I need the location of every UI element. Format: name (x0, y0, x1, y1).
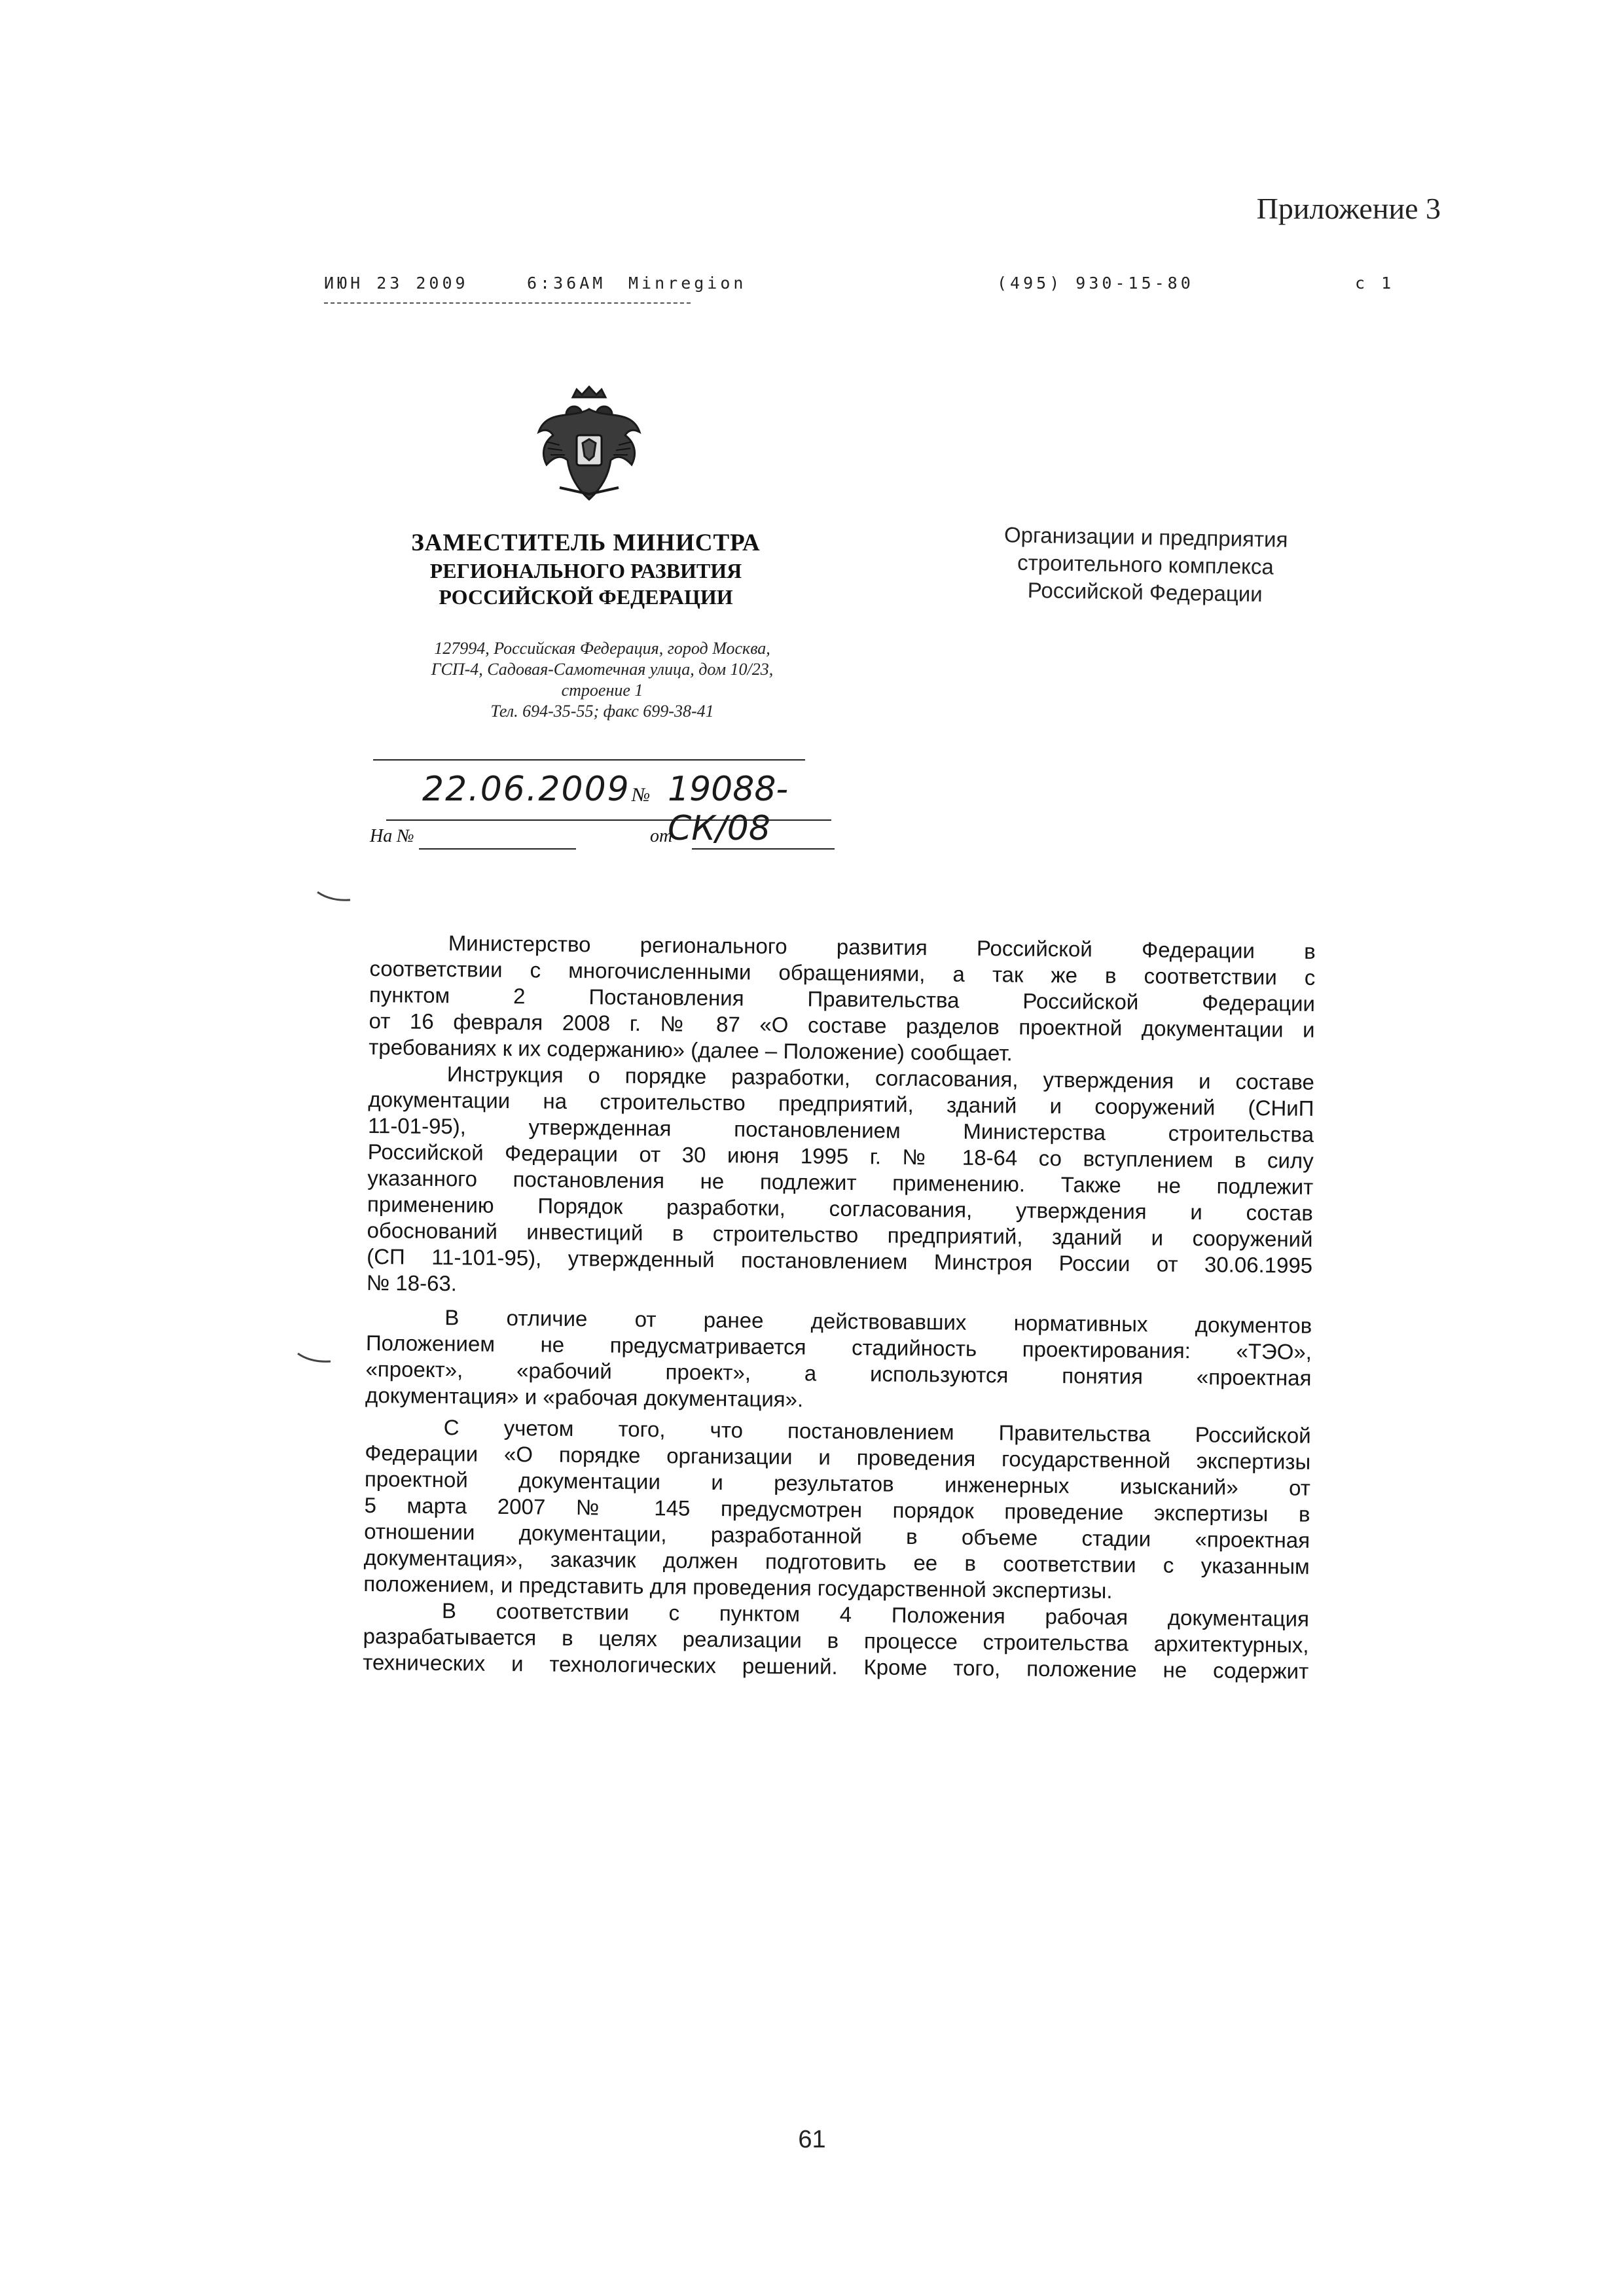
address-block (367, 638, 838, 722)
reference-date-blank (692, 848, 835, 850)
sender-title: ЗАМЕСТИТЕЛЬ МИНИСТРА (411, 529, 761, 556)
body-line: отношении документации, разработанной в объеме стадии «проектная (363, 1518, 1310, 1552)
body-line: разрабатывается в целях реализации в процессе строительства архитектурных, (363, 1623, 1309, 1657)
body-line: технических и технологических решений. Кроме того, положение не содержит (363, 1649, 1309, 1683)
body-line: Инструкция о порядке разработки, согласования, утверждения и составе (446, 1062, 1315, 1094)
body-line: пунктом 2 Постановления Правительства Российской Федерации (369, 982, 1316, 1016)
fax-sender: Minregion (628, 274, 747, 293)
body-line: от 16 февраля 2008 г. № 87 «О составе разделов проектной документации и (369, 1008, 1315, 1042)
page-number: 61 (798, 2126, 826, 2153)
registration-top-rule (373, 759, 805, 761)
body-line: проектной документации и результатов инженерных изысканий» от (364, 1466, 1311, 1500)
address-phone: Тел. 694-35-55; факс 699-38-41 (490, 702, 714, 721)
address-line-2: ГСП-4, Садовая-Самотечная улица, дом 10/23, (431, 660, 774, 679)
body-line: обоснований инвестиций в строительство предприятий, зданий и сооружений (367, 1217, 1313, 1251)
body-line: Российской Федерации от 30 июня 1995 г. № 18-64 со вступлением в силу (367, 1139, 1314, 1173)
body-line: применению Порядок разработки, согласования, утверждения и состав (367, 1191, 1314, 1225)
sender-block (357, 529, 815, 610)
margin-tick-mark (295, 1348, 334, 1368)
body-line: Министерство регионального развития Российской Федерации в (448, 931, 1316, 963)
body-line: (СП 11-101-95), утвержденный постановлением Минстроя России от 30.06.1995 (367, 1244, 1313, 1278)
body-line: 5 марта 2007 № 145 предусмотрен порядок проведение экспертизы в (364, 1492, 1310, 1526)
body-line: № 18-63. (366, 1270, 458, 1296)
body-line: документация» и «рабочая документация». (365, 1382, 804, 1412)
fax-date: ИЮН 23 2009 (324, 274, 469, 293)
body-line: В отличие от ранее действовавших нормативных документов (444, 1305, 1312, 1338)
letter-body (363, 929, 1316, 1685)
body-line: документация», заказчик должен подготовить ее в соответствии с указанным (363, 1545, 1310, 1579)
fax-page: c 1 (1355, 274, 1395, 293)
registration-date: 22.06.2009 (422, 770, 630, 809)
body-line: требованиях к их содержанию» (далее – Положение) сообщает. (369, 1034, 1013, 1066)
registration-underline (386, 819, 831, 821)
recipient-line-1: Организации и предприятия (1003, 522, 1288, 552)
russian-coat-of-arms-icon (533, 383, 645, 507)
recipient-line-3: Российской Федерации (1027, 577, 1263, 607)
body-line: В соответствии с пунктом 4 Положения рабочая документация (441, 1598, 1310, 1631)
reference-number-blank (419, 848, 576, 850)
reference-from-label: от (650, 826, 673, 846)
address-line-1: 127994, Российская Федерация, город Москва, (434, 639, 770, 658)
reference-label: На № (370, 826, 414, 846)
body-line: соответствии с многочисленными обращениями, а так же в соответствии с (369, 956, 1316, 990)
reference-row (370, 826, 841, 859)
body-line: документации на строительство предприятий, зданий и сооружений (СНиП (368, 1086, 1314, 1121)
fax-underline (324, 302, 691, 304)
margin-tick-mark (314, 887, 353, 906)
body-line: «проект», «рабочий проект», а используются понятия «проектная (365, 1356, 1312, 1390)
body-line: С учетом того, что постановлением Правительства Российской (443, 1415, 1311, 1448)
body-line: Положением не предусматривается стадийность проектирования: «ТЭО», (365, 1330, 1312, 1364)
sender-country: РОССИЙСКОЙ ФЕДЕРАЦИИ (439, 585, 733, 609)
body-line: указанного постановления не подлежит применению. Также не подлежит (367, 1165, 1314, 1199)
address-line-3: строение 1 (561, 681, 643, 700)
appendix-label: Приложение 3 (1256, 192, 1441, 225)
body-line: положением, и представить для проведения государственной экспертизы. (363, 1571, 1113, 1603)
recipient-block (916, 520, 1375, 610)
registration-number: 19088-СК/08 (668, 770, 789, 848)
registration-number-prefix: № (632, 784, 651, 806)
fax-phone: (495) 930-15-80 (997, 274, 1194, 293)
body-line: Федерации «О порядке организации и проведения государственной экспертизы (365, 1440, 1311, 1474)
body-line: 11-01-95), утвержденная постановлением Министерства строительства (367, 1113, 1314, 1147)
sender-ministry: РЕГИОНАЛЬНОГО РАЗВИТИЯ (429, 559, 742, 583)
recipient-line-2: строительного комплекса (1017, 550, 1274, 579)
fax-time: 6:36AM (527, 274, 606, 293)
